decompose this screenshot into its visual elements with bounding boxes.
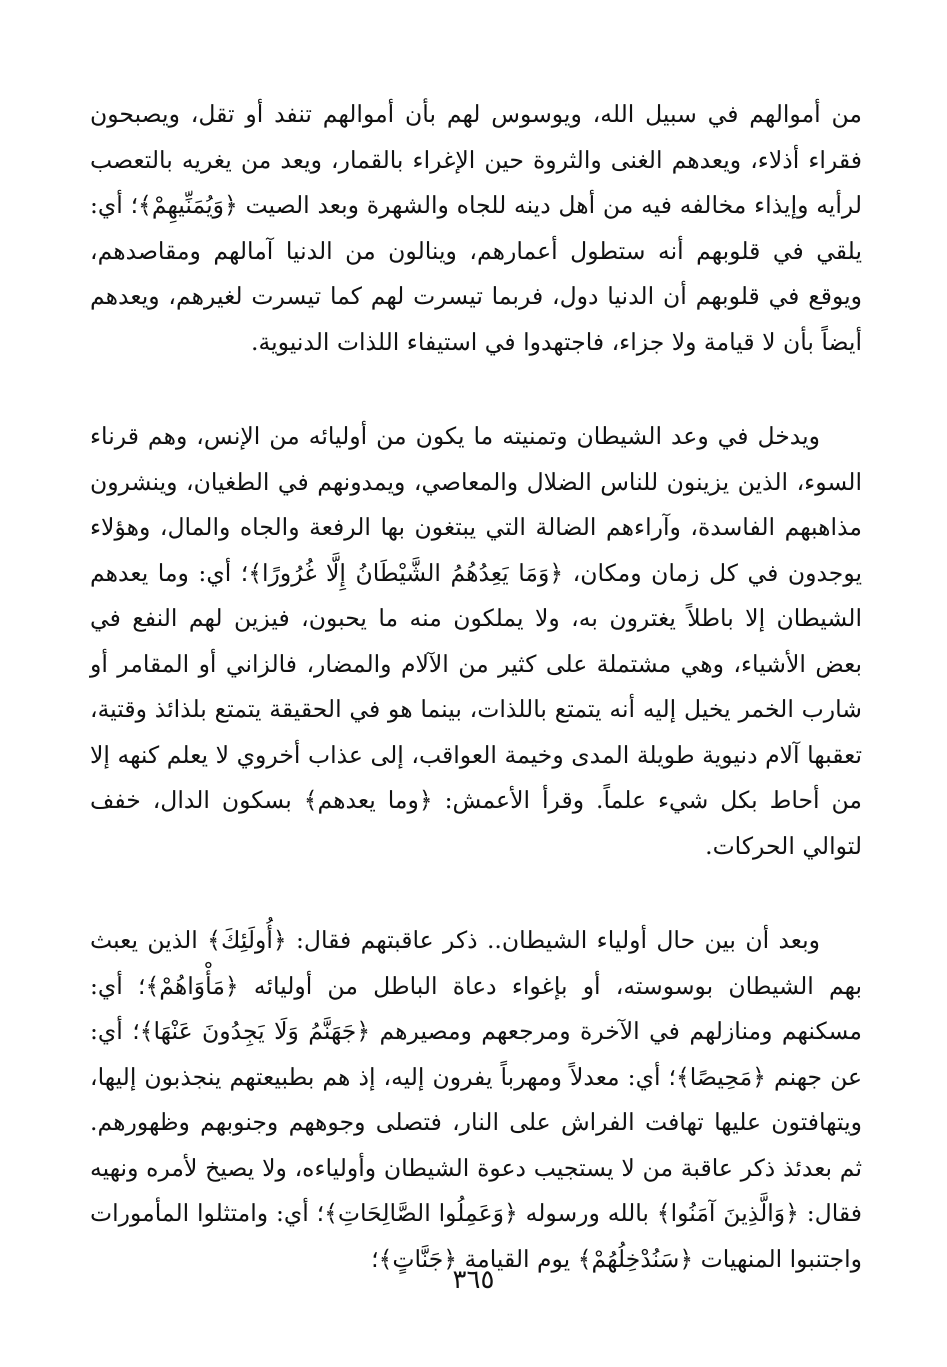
paragraph-1: من أموالهم في سبيل الله، ويوسوس لهم بأن أموالهم تنفد أو تقل، ويصبحون فقراء أذلاء، ويعدهم الغنى والثروة حين الإغراء بالقمار، ويعد من يغريه بالتعصب لرأيه وإيذاء مخالفه فيه من أهل دينه للجاه والشهرة وبعد الصيت ﴿وَيُمَنِّيهِمْ﴾؛ أي: يلقي في قلوبهم أنه ستطول أعمارهم، وينالون من الدنيا آمالهم ومقاصدهم، ويوقع في قلوبهم أن الدنيا دول، فربما تيسرت لهم كما تيسرت لغيرهم، ويعدهم أيضاً بأن لا قيامة ولا جزاء، فاجتهدوا في استيفاء اللذات الدنيوية. [90, 100, 862, 356]
paragraph-3: وبعد أن بين حال أولياء الشيطان.. ذكر عاقبتهم فقال: ﴿أُولَئِكَ﴾ الذين يعبث بهم الشيطان بوسوسته، أو بإغواء دعاة الباطل من أوليائه ﴿مَأْوَاهُمْ﴾؛ أي: مسكنهم ومنازلهم في الآخرة ومرجعهم ومصيرهم ﴿جَهَنَّمُ وَلَا يَجِدُونَ عَنْهَا﴾؛ أي: عن جهنم ﴿مَحِيصًا﴾؛ أي: معدلاً ومهرباً يفرون إليه، إذ هم بطبيعتهم ينجذبون إليها، ويتهافتون عليها تهافت الفراش على النار، فتصلى وجوههم وجنوبهم وظهورهم. ثم بعدئذ ذكر عاقبة من لا يستجيب دعوة الشيطان وأولياءه، ولا يصيخ لأمره ونهيه فقال: ﴿وَالَّذِينَ آمَنُوا﴾ بالله ورسوله ﴿وَعَمِلُوا الصَّالِحَاتِ﴾؛ أي: وامتثلوا المأمورات واجتنبوا المنهيات ﴿سَنُدْخِلُهُمْ﴾ يوم القيامة ﴿جَنَّاتٍ﴾؛ [90, 926, 862, 1273]
page-number: ٣٦٥ [452, 1265, 495, 1295]
paragraph-2: ويدخل في وعد الشيطان وتمنيته ما يكون من أوليائه من الإنس، وهم قرناء السوء، الذين يزينون للناس الضلال والمعاصي، ويمدونهم في الطغيان، وينشرون مذاهبهم الفاسدة، وآراءهم الضالة التي يبتغون بها الرفعة والجاه والمال، وهؤلاء يوجدون في كل زمان ومكان، ﴿وَمَا يَعِدُهُمُ الشَّيْطَانُ إِلَّا غُرُورًا﴾؛ أي: وما يعدهم الشيطان إلا باطلاً يغترون به، ولا يملكون منه ما يحبون، فيزين لهم النفع في بعض الأشياء، وهي مشتملة على كثير من الآلام والمضار، فالزاني أو المقامر أو شارب الخمر يخيل إليه أنه يتمتع باللذات، بينما هو في الحقيقة يتمتع بلذائذ وقتية، تعقبها آلام دنيوية طويلة المدى وخيمة العواقب، إلى عذاب أخروي لا يعلم كنهه إلا من أحاط بكل شيء علماً. وقرأ الأعمش: ﴿وما يعدهم﴾ بسكون الدال، خفف لتوالي الحركات. [90, 422, 862, 860]
page-body [90, 92, 862, 1282]
